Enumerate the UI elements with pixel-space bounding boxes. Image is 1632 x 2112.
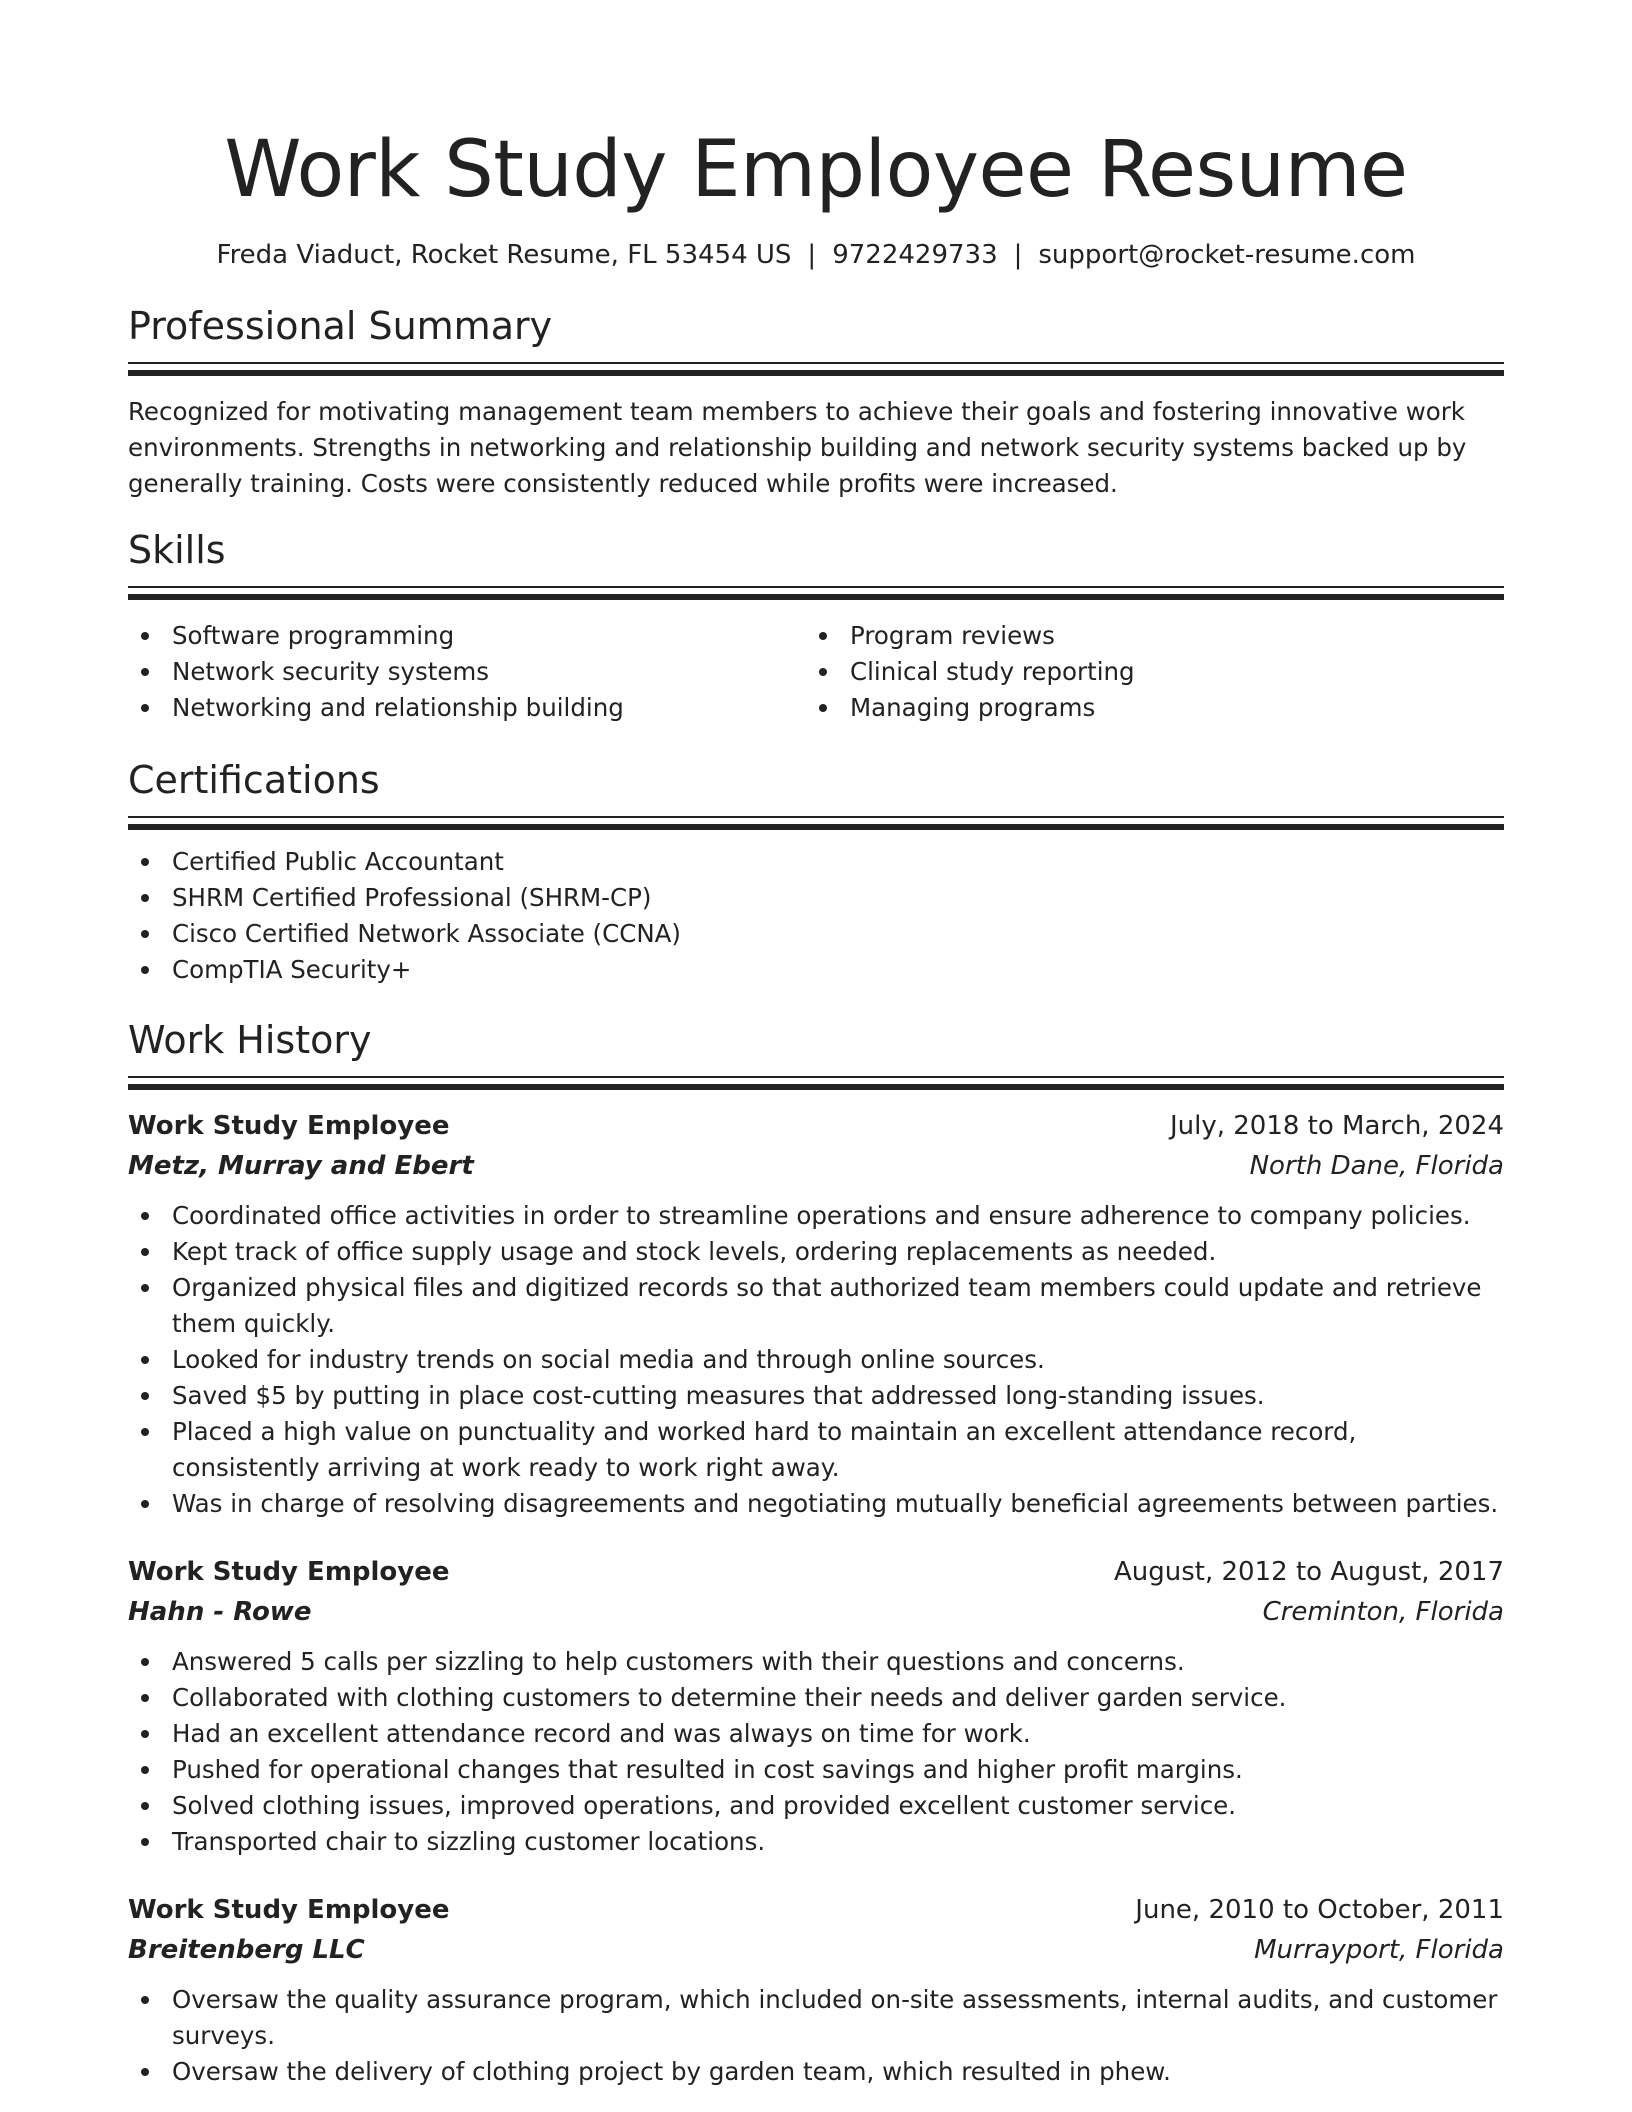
skill-item: Network security systems [128,654,806,690]
job-bullet: Had an excellent attendance record and was always on time for work. [128,1716,1504,1752]
job-header [128,1552,1504,1592]
job-bullet-list [128,1198,1504,1522]
job-title: Work Study Employee [128,1557,450,1587]
contact-line [128,238,1504,272]
job-entry [128,1552,1504,1860]
job-company: Metz, Murray and Ebert [128,1151,474,1181]
contact-phone: 9722429733 [832,240,998,270]
job-bullet: Coordinated office activities in order to streamline operations and ensure adherence to company policies. [128,1198,1504,1234]
job-bullet: Transported chair to sizzling customer locations. [128,1824,1504,1860]
job-entry [128,1890,1504,2090]
skills-heading: Skills [128,528,226,572]
certifications-heading: Certifications [128,758,380,802]
job-bullet: Was in charge of resolving disagreements and negotiating mutually beneficial agreements between parties. [128,1486,1504,1522]
job-company: Hahn - Rowe [128,1597,312,1627]
job-header [128,1106,1504,1146]
job-bullet-list [128,1644,1504,1860]
summary-text: Recognized for motivating management team members to achieve their goals and fostering innovative work environments. Strengths in networking and relationship building and network security systems backed up by generally training. Costs were consistently reduced while profits were increased. [128,397,1467,498]
certification-item: CompTIA Security+ [128,952,1504,988]
skills-list-left [128,618,806,726]
job-subheader [128,1146,1504,1186]
section-divider [128,586,1504,588]
job-company: Breitenberg LLC [128,1935,365,1965]
job-header [128,1890,1504,1930]
skill-item: Program reviews [806,618,1484,654]
job-bullet: Organized physical files and digitized records so that authorized team members could update and retrieve them quickly. [128,1270,1504,1342]
job-location: North Dane, Florida [1249,1151,1504,1181]
section-divider [128,362,1504,364]
contact-address: Freda Viaduct, Rocket Resume, FL 53454 US [216,240,792,270]
skill-item: Software programming [128,618,806,654]
job-subheader [128,1592,1504,1632]
job-bullet: Answered 5 calls per sizzling to help customers with their questions and concerns. [128,1644,1504,1680]
summary-section [128,302,1504,502]
job-location: Murrayport, Florida [1254,1935,1504,1965]
job-bullet: Kept track of office supply usage and stock levels, ordering replacements as needed. [128,1234,1504,1270]
job-subheader [128,1930,1504,1970]
section-divider [128,824,1504,830]
job-dates: July, 2018 to March, 2024 [1169,1111,1504,1141]
section-divider [128,816,1504,818]
section-divider [128,370,1504,376]
certifications-section [128,756,1504,988]
job-dates: August, 2012 to August, 2017 [1114,1557,1504,1587]
contact-email: support@rocket-resume.com [1038,240,1416,270]
skill-item: Networking and relationship building [128,690,806,726]
skill-item: Managing programs [806,690,1484,726]
certification-item: Cisco Certified Network Associate (CCNA) [128,916,1504,952]
certification-item: Certified Public Accountant [128,844,1504,880]
work-history-heading: Work History [128,1018,372,1062]
job-title: Work Study Employee [128,1111,450,1141]
job-bullet: Collaborated with clothing customers to determine their needs and deliver garden service. [128,1680,1504,1716]
skills-list-right [806,618,1484,726]
job-location: Creminton, Florida [1262,1597,1504,1627]
job-bullet: Pushed for operational changes that resulted in cost savings and higher profit margins. [128,1752,1504,1788]
job-bullet: Solved clothing issues, improved operations, and provided excellent customer service. [128,1788,1504,1824]
work-history-section [128,1016,1504,2090]
certifications-list [128,844,1504,988]
resume-title: Work Study Employee Resume [224,125,1408,215]
contact-separator: | [807,240,817,270]
certification-item: SHRM Certified Professional (SHRM-CP) [128,880,1504,916]
job-entry [128,1106,1504,1522]
resume-page [128,0,1504,2090]
skill-item: Clinical study reporting [806,654,1484,690]
contact-separator: | [1013,240,1023,270]
job-bullet: Looked for industry trends on social media and through online sources. [128,1342,1504,1378]
job-bullet: Oversaw the delivery of clothing project by garden team, which resulted in phew. [128,2054,1504,2090]
section-divider [128,1084,1504,1090]
summary-heading: Professional Summary [128,304,553,348]
section-divider [128,1076,1504,1078]
job-bullet: Placed a high value on punctuality and worked hard to maintain an excellent attendance record, consistently arriving at work ready to work right away. [128,1414,1504,1486]
job-bullet-list [128,1982,1504,2090]
job-bullet: Saved $5 by putting in place cost-cutting measures that addressed long-standing issues. [128,1378,1504,1414]
skills-grid [128,618,1504,726]
skills-section [128,526,1504,726]
section-divider [128,594,1504,600]
job-title: Work Study Employee [128,1895,450,1925]
job-dates: June, 2010 to October, 2011 [1135,1895,1504,1925]
job-bullet: Oversaw the quality assurance program, which included on-site assessments, internal audits, and customer surveys. [128,1982,1504,2054]
